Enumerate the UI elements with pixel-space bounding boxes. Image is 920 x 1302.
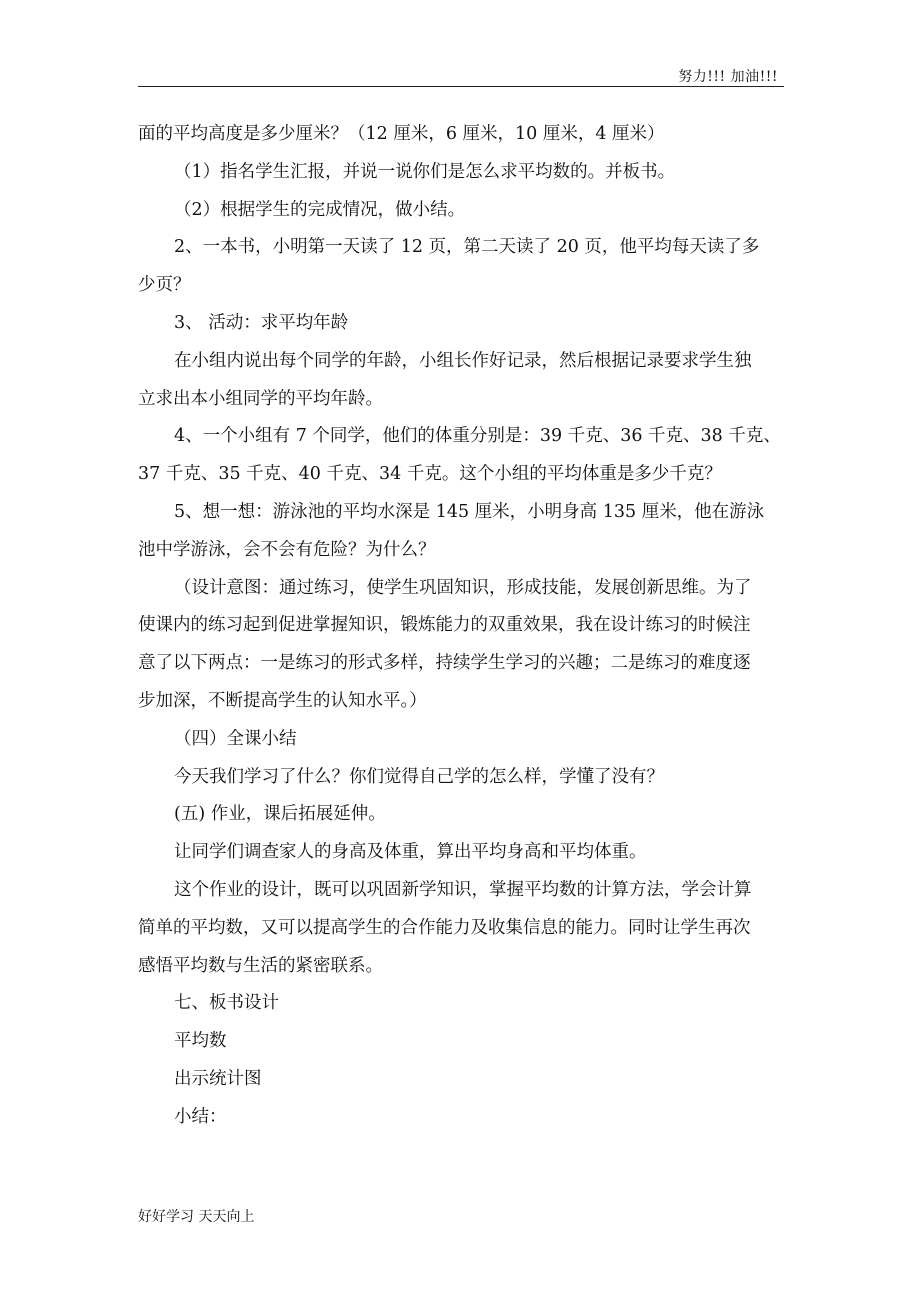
text-line: 出示统计图 [174,1068,262,1089]
text-line: 面的平均高度是多少厘米？（12 厘米，6 厘米，10 厘米，4 厘米） [138,124,665,144]
header-motto: 努力!!! 加油!!! [678,69,778,85]
page-header [138,64,784,87]
text-line: 在小组内说出每个同学的年龄，小组长作好记录，然后根据记录要求学生独 [174,350,752,371]
text-line: 4、一个小组有 7 个同学，他们的体重分别是：39 千克、36 千克、38 千克、 [174,426,781,447]
text-line: 步加深，不断提高学生的认知水平。） [138,690,427,711]
text-line: 立求出本小组同学的平均年龄。 [138,388,383,409]
text-line: 今天我们学习了什么？你们觉得自己学的怎么样，学懂了没有？ [174,766,664,787]
document-body [138,116,784,1137]
text-line: （四）全课小结 [174,728,297,749]
text-line: 少页？ [138,275,191,296]
text-line: (五) 作业，课后拓展延伸。 [174,804,386,825]
text-line: （设计意图：通过练习，使学生巩固知识，形成技能，发展创新思维。为了 [174,577,752,598]
text-line: 池中学游泳，会不会有危险？为什么？ [138,539,436,560]
text-line: 感悟平均数与生活的紧密联系。 [138,955,383,976]
text-line: 使课内的练习起到促进掌握知识，锻炼能力的双重效果，我在设计练习的时候注 [138,615,751,636]
text-line: 平均数 [174,1031,227,1052]
text-line: 37 千克、35 千克、40 千克、34 千克。这个小组的平均体重是多少千克？ [138,464,722,485]
text-line: 3、 活动：求平均年龄 [174,312,349,333]
text-line: （2）根据学生的完成情况，做小结。 [174,199,466,220]
page-footer: 好好学习 天天向上 [138,1209,255,1225]
text-line: 意了以下两点：一是练习的形式多样，持续学生学习的兴趣；二是练习的难度逐 [138,653,751,674]
text-line: 2、一本书，小明第一天读了 12 页，第二天读了 20 页，他平均每天读了多 [174,237,760,258]
text-line: 简单的平均数，又可以提高学生的合作能力及收集信息的能力。同时让学生再次 [138,917,751,938]
text-line: 5、想一想：游泳池的平均水深是 145 厘米，小明身高 135 厘米，他在游泳 [174,501,765,522]
text-line: 七、板书设计 [174,993,279,1014]
text-line: 这个作业的设计，既可以巩固新学知识，掌握平均数的计算方法，学会计算 [174,879,752,900]
text-line: （1）指名学生汇报，并说一说你们是怎么求平均数的。并板书。 [174,161,676,182]
text-line: 让同学们调查家人的身高及体重，算出平均身高和平均体重。 [174,842,647,863]
text-line: 小结： [174,1106,227,1127]
